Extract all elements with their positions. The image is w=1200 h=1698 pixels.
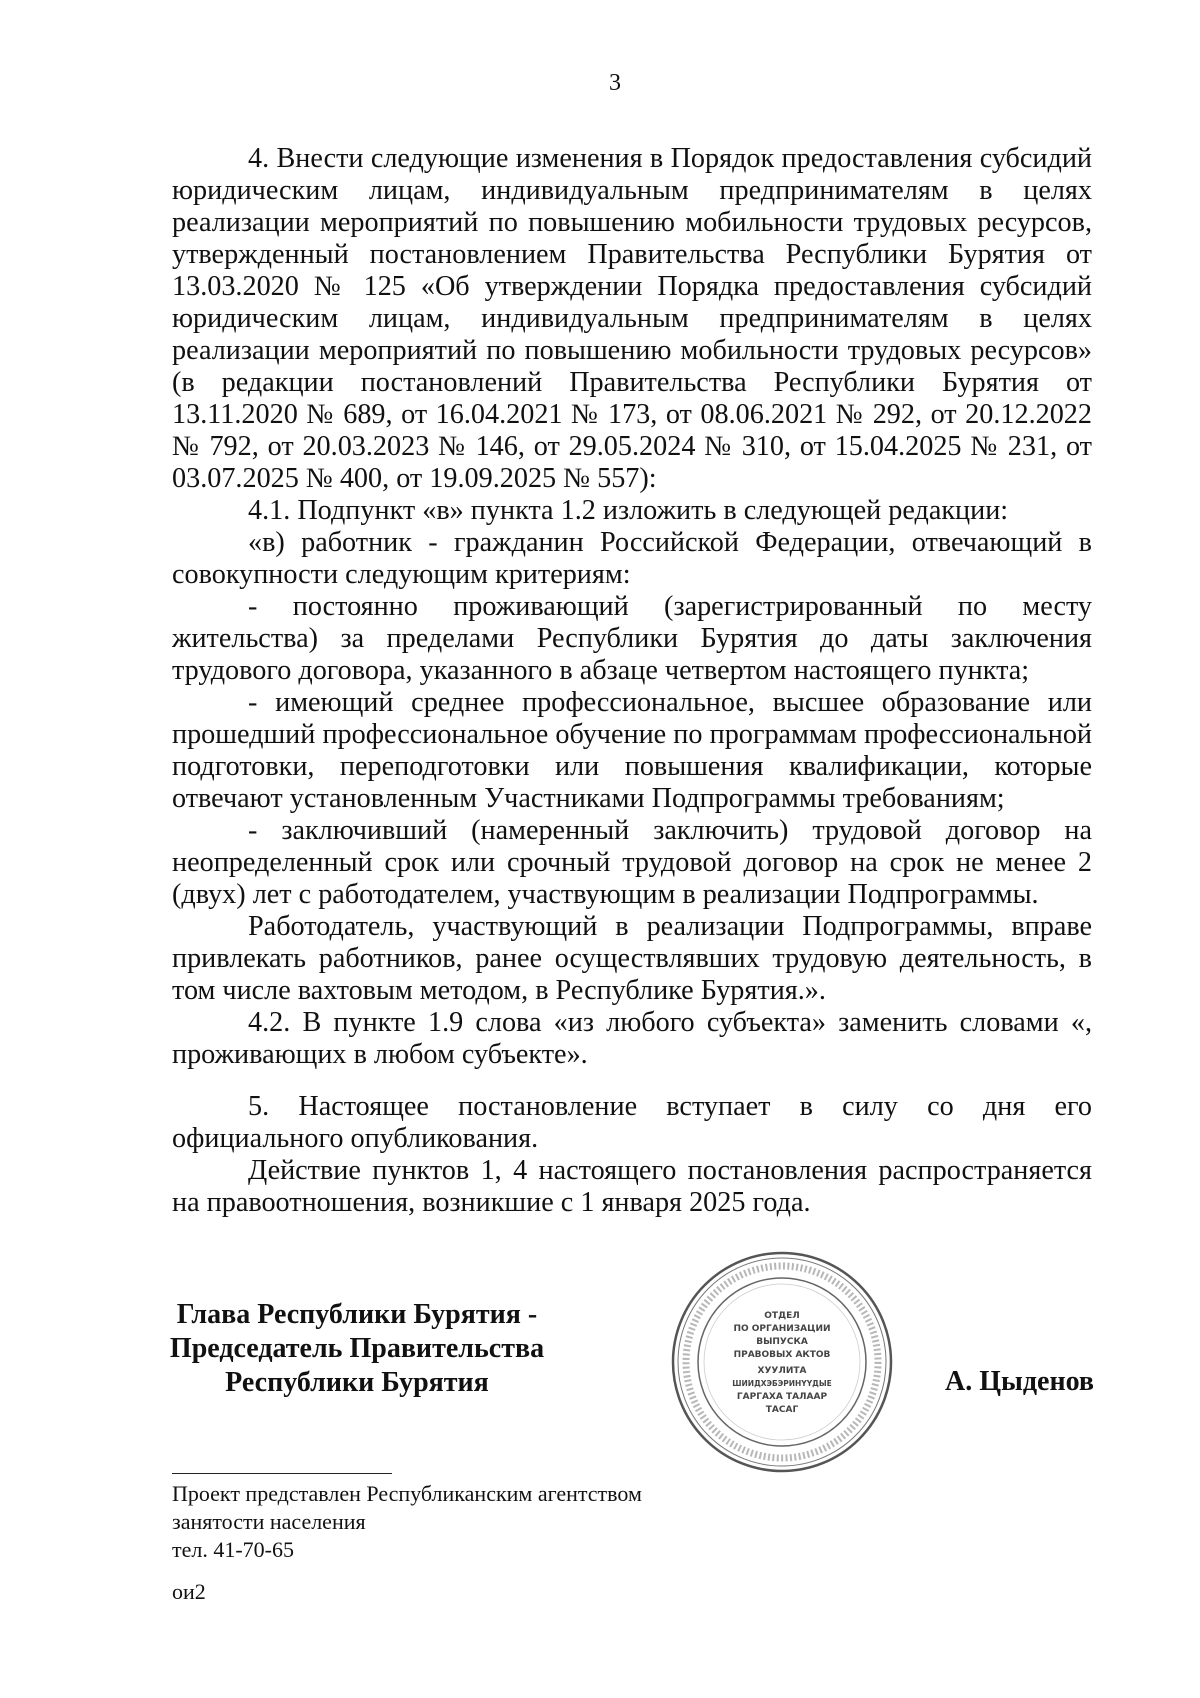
seal-text-line: ПРАВОВЫХ АКТОВ [733,1350,831,1360]
footnote [172,1480,642,1606]
footnote-line: тел. 41-70-65 [172,1537,295,1562]
footnote-divider [172,1473,392,1474]
signatory-title-line: Глава Республики Бурятия - [176,1299,538,1330]
paragraph-subitem-v: «в) работник - гражданин Российской Федерации, отвечающий в совокупности следующим критериям: [172,527,1092,590]
paragraph-criterion-education: - имеющий среднее профессиональное, высшее образование или прошедший профессиональное обучение по программам профессиональной подготовки, переподготовки или повышения квалификации, которые отвечают установленным Участниками Подпрограммы требованиям; [172,687,1092,814]
signatory-title-line: Председатель Правительства [169,1333,545,1364]
document-code: ои2 [172,1579,206,1604]
seal-text-line: ПО ОРГАНИЗАЦИИ [733,1324,831,1334]
paragraph-criterion-contract: - заключивший (намеренный заключить) трудовой договор на неопределенный срок или срочный трудовой договор на срок не менее 2 (двух) лет с работодателем, участвующим в реализации Подпрограммы. [172,815,1092,910]
seal-text-line: ТАСАГ [765,1405,799,1415]
seal-text-line: ШИИДХЭБЭРИНҮҮДЫЕ [732,1379,832,1388]
paragraph-item-4-1: 4.1. Подпункт «в» пункта 1.2 изложить в следующей редакции: [248,495,1009,526]
paragraph-effect: Действие пунктов 1, 4 настоящего постановления распространяется на правоотношения, возникшие с 1 января 2025 года. [172,1155,1092,1218]
seal-text-line: ОТДЕЛ [764,1311,800,1321]
document-body [172,143,1092,1219]
paragraph-criterion-residence: - постоянно проживающий (зарегистрированный по месту жительства) за пределами Республики Бурятия до даты заключения трудового договора, указанного в абзаце четвертом настоящего пункта; [172,591,1092,686]
footnote-line: Проект представлен Республиканским агентством [172,1481,642,1506]
paragraph-item-4-2: 4.2. В пункте 1.9 слова «из любого субъекта» заменить словами «, проживающих в любом субъекте». [172,1007,1092,1070]
seal-text-line: ГАРГАХА ТАЛААР [736,1392,828,1402]
seal-text-line: ВЫПУСКА [756,1337,808,1347]
paragraph-item-4: 4. Внести следующие изменения в Порядок предоставления субсидий юридическим лицам, индивидуальным предпринимателям в целях реализации мероприятий по повышению мобильности трудовых ресурсов, утвержденный постановлением Правительства Республики Бурятия от 13.03.2020 № 125 «Об утверждении Порядка предоставления субсидий юридическим лицам, индивидуальным предпринимателям в целях реализации мероприятий по повышению мобильности трудовых ресурсов» (в редакции постановлений Правительства Республики Бурятия от 13.11.2020 № 689, от 16.04.2021 № 173, от 08.06.2021 № 292, от 20.12.2022 № 792, от 20.03.2023 № 146, от 29.05.2024 № 310, от 15.04.2025 № 231, от 03.07.2025 № 400, от 19.09.2025 № 557): [172,143,1092,494]
seal-text-line: ХУУЛИТА [757,1366,807,1376]
footnote-line: занятости населения [172,1509,366,1534]
signatory-name: А. Цыденов [945,1366,1095,1397]
signatory-title-line: Республики Бурятия [225,1367,489,1398]
page-number: 3 [609,70,621,96]
signatory-title [162,1298,552,1400]
paragraph-employer: Работодатель, участвующий в реализации Подпрограммы, вправе привлекать работников, ранее осуществлявших трудовую деятельность, в том числе вахтовым методом, в Республике Бурятия.». [172,911,1092,1006]
official-seal [670,1250,894,1474]
paragraph-item-5: 5. Настоящее постановление вступает в силу со дня его официального опубликования. [172,1091,1092,1154]
